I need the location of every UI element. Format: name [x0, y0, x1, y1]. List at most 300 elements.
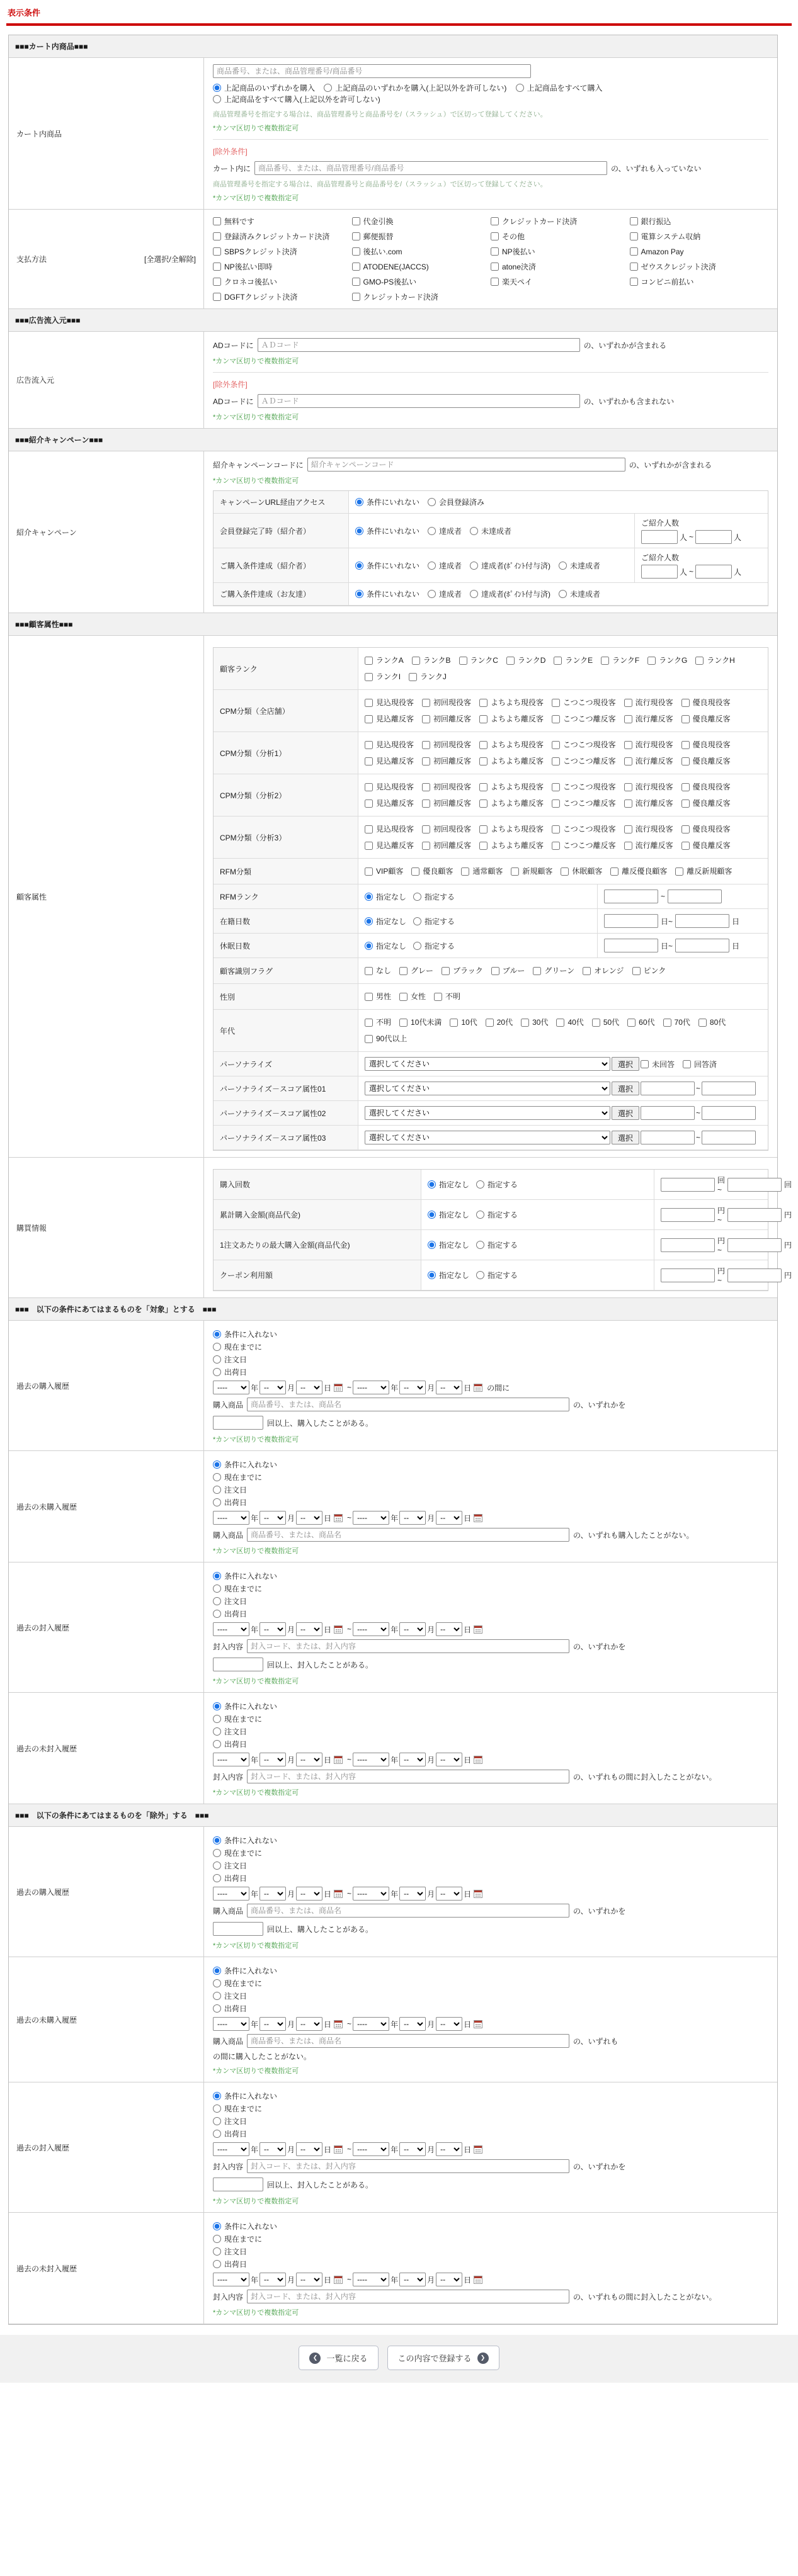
end-month-select[interactable] — [399, 1887, 426, 1901]
history-period-option[interactable] — [213, 1701, 768, 1712]
cpm-class-checkbox[interactable] — [479, 715, 487, 723]
history-period-option[interactable] — [213, 2221, 768, 2232]
specify-option[interactable] — [428, 1240, 469, 1250]
history-period-option[interactable] — [213, 1583, 768, 1594]
cpm-class-option[interactable] — [681, 838, 731, 853]
history-period-option[interactable] — [213, 1571, 768, 1581]
campaign-condition-radio[interactable] — [428, 590, 436, 598]
cpm-class-option[interactable] — [552, 754, 616, 769]
specify-radio[interactable] — [476, 1271, 484, 1279]
history-period-radio[interactable] — [213, 1874, 221, 1882]
end-day-select[interactable] — [436, 1511, 462, 1525]
history-period-radio[interactable] — [213, 1572, 221, 1580]
cart-purchase-type-option[interactable] — [324, 82, 506, 93]
history-period-option[interactable] — [213, 2259, 768, 2269]
campaign-condition-option[interactable] — [470, 560, 550, 571]
gender-option[interactable] — [434, 989, 460, 1004]
range-min-input[interactable] — [661, 1208, 715, 1222]
payment-option-checkbox[interactable] — [352, 247, 360, 256]
history-period-radio[interactable] — [213, 2117, 221, 2125]
end-month-select[interactable] — [399, 1622, 426, 1636]
range-max-input[interactable] — [727, 1268, 782, 1282]
specify-radio[interactable] — [413, 942, 421, 950]
calendar-icon[interactable] — [334, 1890, 343, 1898]
referral-max-input[interactable] — [695, 530, 732, 544]
customer-flag-option[interactable] — [365, 963, 391, 978]
end-year-select[interactable] — [353, 2273, 389, 2286]
cpm-class-checkbox[interactable] — [479, 783, 487, 791]
customer-rank-option[interactable] — [647, 653, 687, 668]
customer-rank-option[interactable] — [365, 669, 401, 684]
history-count-input[interactable] — [213, 2178, 263, 2191]
start-day-select[interactable] — [296, 1381, 322, 1394]
customer-rank-option[interactable] — [459, 653, 498, 668]
history-period-radio[interactable] — [213, 1343, 221, 1351]
payment-option[interactable] — [213, 231, 345, 242]
start-day-select[interactable] — [296, 2017, 322, 2031]
history-period-radio[interactable] — [213, 1486, 221, 1494]
cpm-class-checkbox[interactable] — [365, 842, 373, 850]
payment-option[interactable] — [352, 231, 484, 242]
score-min-input[interactable] — [641, 1082, 695, 1095]
cpm-class-checkbox[interactable] — [681, 715, 690, 723]
history-count-input[interactable] — [213, 1922, 263, 1936]
referral-min-input[interactable] — [641, 530, 678, 544]
history-period-radio[interactable] — [213, 1610, 221, 1618]
cpm-class-checkbox[interactable] — [681, 699, 690, 707]
cpm-class-checkbox[interactable] — [479, 757, 487, 765]
cpm-class-option[interactable] — [479, 711, 544, 726]
specify-radio[interactable] — [413, 893, 421, 901]
history-item-input[interactable] — [247, 2034, 569, 2048]
history-period-option[interactable] — [213, 1497, 768, 1508]
payment-option[interactable] — [352, 261, 484, 272]
start-year-select[interactable] — [213, 1381, 249, 1394]
end-year-select[interactable] — [353, 1381, 389, 1394]
history-period-radio[interactable] — [213, 1967, 221, 1975]
age-checkbox[interactable] — [365, 1035, 373, 1043]
age-checkbox[interactable] — [698, 1019, 707, 1027]
history-period-option[interactable] — [213, 1965, 768, 1976]
customer-flag-checkbox[interactable] — [491, 967, 499, 975]
cpm-class-option[interactable] — [624, 695, 673, 710]
age-option[interactable] — [521, 1015, 548, 1030]
range-min-input[interactable] — [661, 1178, 715, 1192]
history-period-option[interactable] — [213, 2116, 768, 2127]
gender-checkbox[interactable] — [399, 993, 408, 1001]
start-month-select[interactable] — [259, 1381, 286, 1394]
cpm-class-option[interactable] — [365, 822, 414, 837]
age-option[interactable] — [663, 1015, 690, 1030]
customer-rank-option[interactable] — [554, 653, 593, 668]
history-period-radio[interactable] — [213, 1585, 221, 1593]
history-period-option[interactable] — [213, 2128, 768, 2139]
calendar-icon[interactable] — [334, 1625, 343, 1634]
payment-option-checkbox[interactable] — [491, 232, 499, 240]
specify-radio[interactable] — [365, 893, 373, 901]
cpm-class-checkbox[interactable] — [681, 799, 690, 808]
age-checkbox[interactable] — [450, 1019, 458, 1027]
end-year-select[interactable] — [353, 2142, 389, 2156]
start-day-select[interactable] — [296, 1622, 322, 1636]
payment-option-checkbox[interactable] — [213, 217, 221, 225]
cpm-class-option[interactable] — [422, 796, 471, 811]
gender-checkbox[interactable] — [365, 993, 373, 1001]
rfm-class-option[interactable] — [561, 864, 602, 879]
customer-flag-checkbox[interactable] — [365, 967, 373, 975]
history-period-radio[interactable] — [213, 1836, 221, 1844]
gender-checkbox[interactable] — [434, 993, 442, 1001]
start-day-select[interactable] — [296, 1511, 322, 1525]
rfm-class-option[interactable] — [411, 864, 453, 879]
customer-rank-checkbox[interactable] — [409, 673, 417, 681]
cpm-class-option[interactable] — [624, 796, 673, 811]
campaign-condition-option[interactable] — [470, 589, 550, 599]
payment-option-checkbox[interactable] — [630, 217, 638, 225]
history-period-radio[interactable] — [213, 1979, 221, 1987]
cpm-class-option[interactable] — [681, 822, 731, 837]
customer-rank-option[interactable] — [409, 669, 447, 684]
customer-rank-option[interactable] — [412, 653, 451, 668]
rfm-class-checkbox[interactable] — [461, 867, 469, 876]
start-year-select[interactable] — [213, 2142, 249, 2156]
payment-option-checkbox[interactable] — [352, 232, 360, 240]
cpm-class-option[interactable] — [422, 779, 471, 794]
payment-option-checkbox[interactable] — [491, 278, 499, 286]
cpm-class-option[interactable] — [624, 754, 673, 769]
customer-rank-checkbox[interactable] — [412, 657, 420, 665]
history-period-radio[interactable] — [213, 1330, 221, 1338]
calendar-icon[interactable] — [474, 1384, 482, 1392]
campaign-condition-option[interactable] — [428, 526, 462, 536]
age-option[interactable] — [698, 1015, 726, 1030]
age-checkbox[interactable] — [592, 1019, 600, 1027]
range-max-input[interactable] — [675, 939, 729, 952]
payment-option-checkbox[interactable] — [630, 232, 638, 240]
customer-rank-checkbox[interactable] — [554, 657, 562, 665]
specify-radio[interactable] — [365, 917, 373, 925]
cpm-class-checkbox[interactable] — [365, 825, 373, 833]
cart-purchase-type-option[interactable] — [213, 94, 380, 105]
payment-option[interactable] — [630, 216, 762, 227]
start-month-select[interactable] — [259, 1753, 286, 1766]
calendar-icon[interactable] — [334, 1384, 343, 1392]
customer-flag-option[interactable] — [399, 963, 433, 978]
personalize-score-select-button[interactable]: 選択 — [612, 1106, 639, 1120]
history-period-option[interactable] — [213, 1991, 768, 2001]
cpm-class-option[interactable] — [422, 711, 471, 726]
cpm-class-option[interactable] — [422, 754, 471, 769]
rfm-class-checkbox[interactable] — [675, 867, 683, 876]
cpm-class-option[interactable] — [681, 754, 731, 769]
history-item-input[interactable] — [247, 2290, 569, 2303]
payment-option-checkbox[interactable] — [491, 217, 499, 225]
personalize-score-select[interactable] — [365, 1082, 610, 1095]
start-year-select[interactable] — [213, 1887, 249, 1901]
customer-flag-checkbox[interactable] — [632, 967, 641, 975]
payment-option-checkbox[interactable] — [213, 232, 221, 240]
cpm-class-option[interactable] — [479, 796, 544, 811]
cart-purchase-type-radio[interactable] — [516, 84, 524, 92]
range-max-input[interactable] — [675, 914, 729, 928]
customer-rank-checkbox[interactable] — [647, 657, 656, 665]
cpm-class-option[interactable] — [681, 796, 731, 811]
referral-max-input[interactable] — [695, 565, 732, 579]
calendar-icon[interactable] — [334, 2276, 343, 2284]
end-day-select[interactable] — [436, 2273, 462, 2286]
age-option[interactable] — [627, 1015, 654, 1030]
payment-option[interactable] — [630, 246, 762, 257]
cart-purchase-type-radio[interactable] — [324, 84, 332, 92]
age-option[interactable] — [365, 1015, 391, 1030]
campaign-condition-radio[interactable] — [355, 498, 363, 506]
cpm-class-option[interactable] — [552, 695, 616, 710]
history-period-option[interactable] — [213, 1596, 768, 1607]
start-month-select[interactable] — [259, 1622, 286, 1636]
history-period-radio[interactable] — [213, 1992, 221, 2000]
cpm-class-option[interactable] — [552, 711, 616, 726]
payment-option-checkbox[interactable] — [630, 263, 638, 271]
calendar-icon[interactable] — [334, 2020, 343, 2028]
end-year-select[interactable] — [353, 1622, 389, 1636]
campaign-condition-radio[interactable] — [470, 527, 478, 535]
cart-exclude-input[interactable] — [254, 161, 607, 175]
customer-rank-checkbox[interactable] — [459, 657, 467, 665]
cpm-class-option[interactable] — [552, 779, 616, 794]
specify-radio[interactable] — [476, 1241, 484, 1249]
payment-option[interactable] — [491, 246, 623, 257]
campaign-condition-option[interactable] — [559, 589, 600, 599]
cpm-class-option[interactable] — [422, 822, 471, 837]
personalize-answer-option[interactable] — [641, 1059, 675, 1070]
campaign-code-input[interactable] — [307, 458, 625, 472]
customer-rank-option[interactable] — [695, 653, 734, 668]
campaign-condition-radio[interactable] — [355, 562, 363, 570]
cpm-class-checkbox[interactable] — [479, 842, 487, 850]
cpm-class-checkbox[interactable] — [552, 842, 560, 850]
end-year-select[interactable] — [353, 1511, 389, 1525]
age-option[interactable] — [365, 1031, 407, 1046]
customer-rank-checkbox[interactable] — [695, 657, 704, 665]
cpm-class-option[interactable] — [552, 838, 616, 853]
cpm-class-checkbox[interactable] — [479, 825, 487, 833]
rfm-class-option[interactable] — [461, 864, 503, 879]
specify-radio[interactable] — [365, 942, 373, 950]
campaign-condition-radio[interactable] — [470, 590, 478, 598]
history-period-option[interactable] — [213, 1835, 768, 1846]
payment-option-checkbox[interactable] — [352, 217, 360, 225]
end-month-select[interactable] — [399, 2273, 426, 2286]
specify-option[interactable] — [428, 1270, 469, 1280]
payment-option-checkbox[interactable] — [352, 278, 360, 286]
rfm-class-option[interactable] — [365, 864, 403, 879]
history-period-radio[interactable] — [213, 1727, 221, 1736]
cpm-class-option[interactable] — [681, 711, 731, 726]
history-period-radio[interactable] — [213, 1473, 221, 1481]
payment-option[interactable] — [213, 216, 345, 227]
cpm-class-checkbox[interactable] — [681, 741, 690, 749]
history-period-radio[interactable] — [213, 2104, 221, 2113]
cpm-class-option[interactable] — [422, 838, 471, 853]
start-day-select[interactable] — [296, 1887, 322, 1901]
cpm-class-checkbox[interactable] — [422, 741, 430, 749]
back-to-list-button[interactable] — [299, 2346, 378, 2370]
history-period-option[interactable] — [213, 1459, 768, 1470]
history-period-option[interactable] — [213, 1978, 768, 1989]
history-period-option[interactable] — [213, 1739, 768, 1749]
campaign-condition-radio[interactable] — [428, 498, 436, 506]
campaign-condition-option[interactable] — [559, 560, 600, 571]
cpm-class-option[interactable] — [624, 737, 673, 752]
age-checkbox[interactable] — [663, 1019, 671, 1027]
specify-radio[interactable] — [428, 1271, 436, 1279]
payment-option[interactable] — [352, 246, 484, 257]
cpm-class-option[interactable] — [681, 695, 731, 710]
campaign-condition-radio[interactable] — [559, 590, 567, 598]
age-option[interactable] — [399, 1015, 442, 1030]
campaign-condition-radio[interactable] — [428, 562, 436, 570]
payment-option-checkbox[interactable] — [213, 247, 221, 256]
history-period-radio[interactable] — [213, 2004, 221, 2013]
cpm-class-checkbox[interactable] — [422, 825, 430, 833]
calendar-icon[interactable] — [474, 1890, 482, 1898]
cpm-class-checkbox[interactable] — [552, 741, 560, 749]
history-period-radio[interactable] — [213, 1368, 221, 1376]
specify-option[interactable] — [413, 916, 455, 927]
specify-option[interactable] — [476, 1179, 518, 1190]
start-day-select[interactable] — [296, 2273, 322, 2286]
specify-option[interactable] — [428, 1179, 469, 1190]
payment-option[interactable] — [213, 291, 345, 302]
payment-option[interactable] — [630, 231, 762, 242]
payment-option-checkbox[interactable] — [491, 263, 499, 271]
start-month-select[interactable] — [259, 2142, 286, 2156]
payment-option-checkbox[interactable] — [630, 247, 638, 256]
campaign-condition-option[interactable] — [470, 526, 511, 536]
payment-option-checkbox[interactable] — [213, 278, 221, 286]
cpm-class-option[interactable] — [422, 695, 471, 710]
end-month-select[interactable] — [399, 1753, 426, 1766]
cpm-class-checkbox[interactable] — [365, 699, 373, 707]
customer-rank-checkbox[interactable] — [365, 657, 373, 665]
range-min-input[interactable] — [604, 914, 658, 928]
personalize-score-select-button[interactable]: 選択 — [612, 1082, 639, 1095]
cpm-class-option[interactable] — [365, 711, 414, 726]
payment-option[interactable] — [491, 231, 623, 242]
cpm-class-option[interactable] — [624, 822, 673, 837]
payment-option[interactable] — [491, 261, 623, 272]
payment-option-checkbox[interactable] — [213, 293, 221, 301]
history-period-option[interactable] — [213, 2091, 768, 2101]
history-count-input[interactable] — [213, 1658, 263, 1671]
personalize-select-button[interactable]: 選択 — [612, 1057, 639, 1071]
score-min-input[interactable] — [641, 1131, 695, 1144]
start-year-select[interactable] — [213, 1622, 249, 1636]
age-checkbox[interactable] — [627, 1019, 636, 1027]
history-period-option[interactable] — [213, 1848, 768, 1858]
cpm-class-checkbox[interactable] — [552, 799, 560, 808]
customer-rank-option[interactable] — [601, 653, 639, 668]
cpm-class-option[interactable] — [624, 779, 673, 794]
customer-rank-option[interactable] — [365, 653, 404, 668]
cpm-class-checkbox[interactable] — [681, 783, 690, 791]
cpm-class-checkbox[interactable] — [624, 842, 632, 850]
history-period-radio[interactable] — [213, 1861, 221, 1870]
campaign-condition-radio[interactable] — [428, 527, 436, 535]
cpm-class-checkbox[interactable] — [624, 799, 632, 808]
start-month-select[interactable] — [259, 2273, 286, 2286]
cpm-class-checkbox[interactable] — [479, 699, 487, 707]
campaign-condition-radio[interactable] — [559, 562, 567, 570]
cpm-class-checkbox[interactable] — [552, 699, 560, 707]
age-checkbox[interactable] — [365, 1019, 373, 1027]
history-period-option[interactable] — [213, 1329, 768, 1340]
score-max-input[interactable] — [702, 1106, 756, 1120]
history-period-radio[interactable] — [213, 2130, 221, 2138]
calendar-icon[interactable] — [474, 1514, 482, 1522]
cpm-class-checkbox[interactable] — [479, 799, 487, 808]
score-max-input[interactable] — [702, 1082, 756, 1095]
rfm-class-checkbox[interactable] — [411, 867, 419, 876]
history-period-radio[interactable] — [213, 2222, 221, 2230]
payment-option-checkbox[interactable] — [630, 278, 638, 286]
specify-option[interactable] — [476, 1209, 518, 1220]
specify-radio[interactable] — [476, 1211, 484, 1219]
campaign-condition-option[interactable] — [355, 497, 419, 507]
history-period-option[interactable] — [213, 1860, 768, 1871]
range-min-input[interactable] — [604, 890, 658, 903]
range-max-input[interactable] — [727, 1178, 782, 1192]
start-year-select[interactable] — [213, 2273, 249, 2286]
calendar-icon[interactable] — [474, 2020, 482, 2028]
ad-code-input[interactable] — [258, 338, 580, 352]
end-month-select[interactable] — [399, 1511, 426, 1525]
cpm-class-checkbox[interactable] — [422, 715, 430, 723]
cpm-class-checkbox[interactable] — [365, 741, 373, 749]
history-item-input[interactable] — [247, 1639, 569, 1653]
cpm-class-checkbox[interactable] — [681, 757, 690, 765]
age-option[interactable] — [450, 1015, 477, 1030]
customer-rank-checkbox[interactable] — [365, 673, 373, 681]
cpm-class-option[interactable] — [552, 737, 616, 752]
register-button[interactable] — [387, 2346, 499, 2370]
personalize-answer-checkbox[interactable] — [683, 1060, 691, 1068]
history-period-option[interactable] — [213, 1873, 768, 1884]
specify-radio[interactable] — [428, 1180, 436, 1189]
cpm-class-checkbox[interactable] — [681, 825, 690, 833]
cpm-class-checkbox[interactable] — [681, 842, 690, 850]
calendar-icon[interactable] — [474, 2145, 482, 2154]
age-option[interactable] — [486, 1015, 513, 1030]
cpm-class-option[interactable] — [365, 779, 414, 794]
customer-flag-option[interactable] — [632, 963, 666, 978]
specify-radio[interactable] — [428, 1241, 436, 1249]
specify-option[interactable] — [365, 916, 406, 927]
cpm-class-checkbox[interactable] — [422, 799, 430, 808]
range-min-input[interactable] — [604, 939, 658, 952]
age-checkbox[interactable] — [399, 1019, 408, 1027]
end-month-select[interactable] — [399, 1381, 426, 1394]
campaign-condition-option[interactable] — [355, 526, 419, 536]
specify-option[interactable] — [365, 941, 406, 951]
rfm-class-checkbox[interactable] — [561, 867, 569, 876]
history-period-option[interactable] — [213, 1484, 768, 1495]
personalize-answer-option[interactable] — [683, 1059, 717, 1070]
range-min-input[interactable] — [661, 1238, 715, 1252]
cpm-class-option[interactable] — [422, 737, 471, 752]
customer-flag-checkbox[interactable] — [442, 967, 450, 975]
end-year-select[interactable] — [353, 1753, 389, 1766]
